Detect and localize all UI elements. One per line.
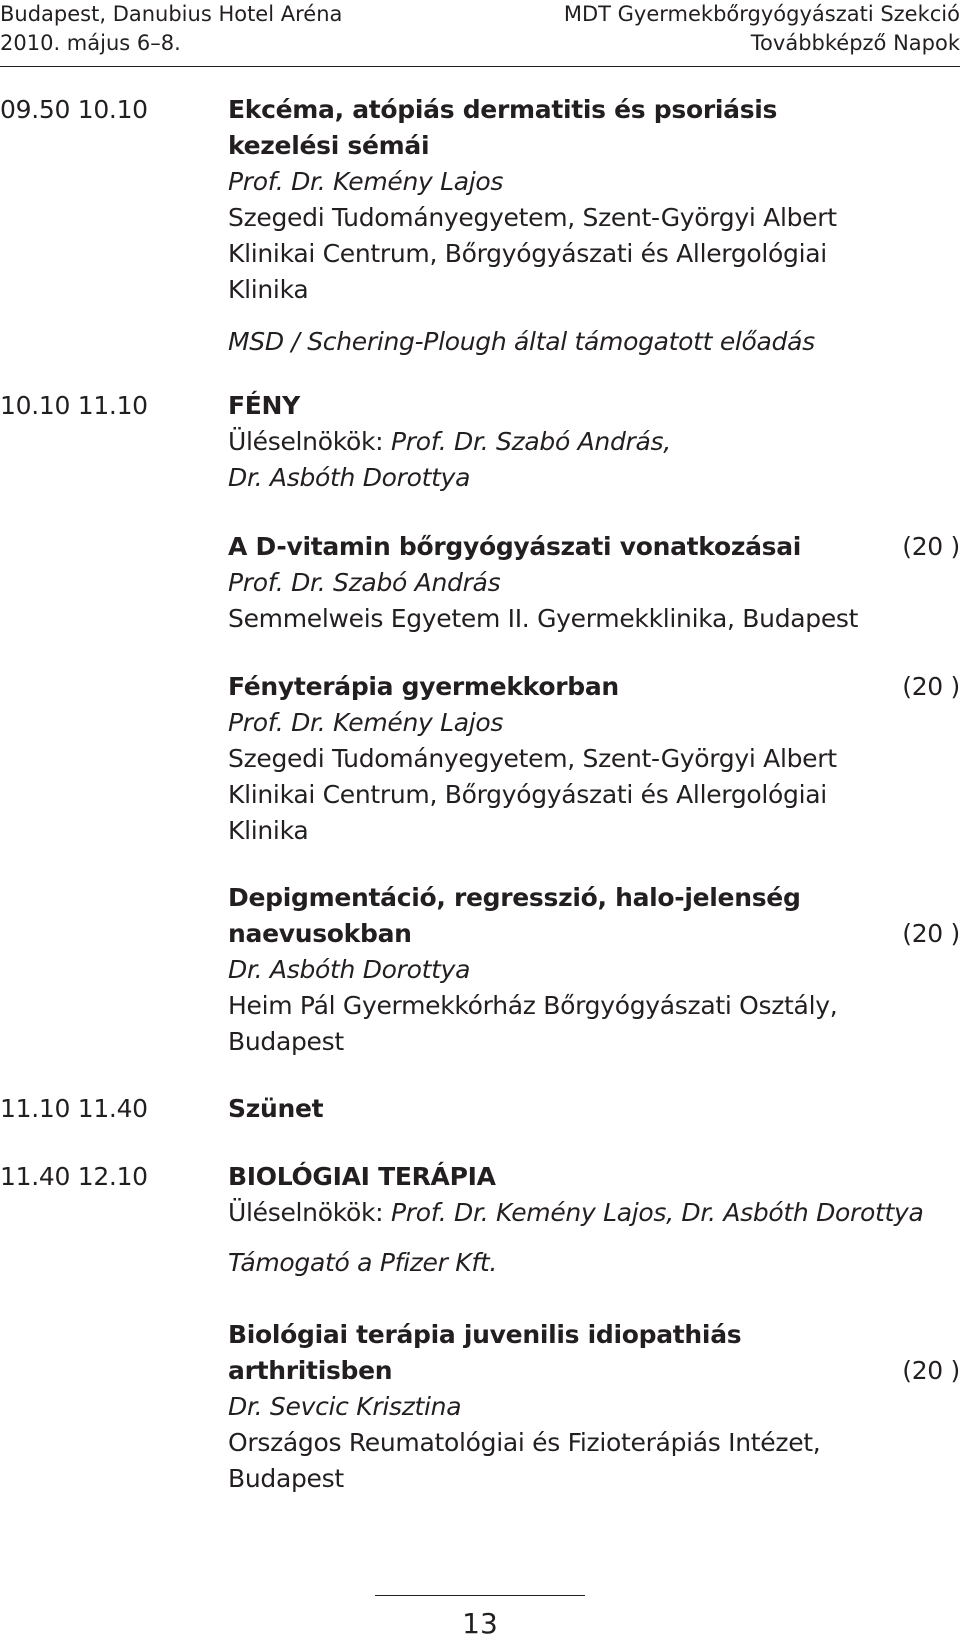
session-title: FÉNY: [228, 391, 300, 420]
session-title: Ekcéma, atópiás dermatitis és psoriásis: [228, 95, 778, 124]
talk-duration: (20 ): [902, 532, 960, 561]
talk-duration: (20 ): [902, 672, 960, 701]
session-title-cont: kezelési sémái: [228, 131, 430, 160]
session-content: [228, 1091, 960, 1127]
talk-duration: (20 ): [902, 1356, 960, 1385]
header-event: Továbbképző Napok: [750, 31, 960, 55]
affiliation: Klinikai Centrum, Bőrgyógyászati és Allergológiai: [228, 239, 827, 268]
session-time: 10.10 11.10: [0, 391, 148, 420]
speaker-name: Dr. Asbóth Dorottya: [228, 955, 471, 984]
affiliation: Szegedi Tudományegyetem, Szent-Györgyi Albert: [228, 203, 837, 232]
affiliation: Klinikai Centrum, Bőrgyógyászati és Allergológiai: [228, 780, 827, 809]
chairs-label: Üléselnökök:: [228, 427, 391, 456]
talk-content: [228, 669, 960, 849]
session-title: BIOLÓGIAI TERÁPIA: [228, 1162, 496, 1191]
session-time: 09.50 10.10: [0, 95, 148, 124]
speaker-name: Dr. Sevcic Krisztina: [228, 1392, 462, 1421]
session-time: 11.40 12.10: [0, 1162, 148, 1191]
page-number: 13: [462, 1607, 498, 1640]
affiliation: Országos Reumatológiai és Fizioterápiás Intézet,: [228, 1428, 821, 1457]
affiliation: Semmelweis Egyetem II. Gyermekklinika, Budapest: [228, 604, 859, 633]
affiliation: Szegedi Tudományegyetem, Szent-Györgyi Albert: [228, 744, 837, 773]
chairs-names: Prof. Dr. Kemény Lajos, Dr. Asbóth Dorottya: [390, 1198, 924, 1227]
affiliation: Budapest: [228, 1027, 344, 1056]
header-left: [0, 0, 342, 58]
speaker-name: Prof. Dr. Kemény Lajos: [228, 167, 504, 196]
affiliation: Heim Pál Gyermekkórház Bőrgyógyászati Osztály,: [228, 991, 838, 1020]
talk-title: Biológiai terápia juvenilis idiopathiás: [228, 1320, 742, 1349]
session-content: [228, 1159, 960, 1281]
session-time: 11.10 11.40: [0, 1094, 148, 1123]
chairs-line: [228, 424, 960, 460]
talk-content: [228, 880, 960, 1060]
sponsor-note: MSD / Schering-Plough által támogatott előadás: [228, 327, 815, 356]
talk-title-cont: arthritisben: [228, 1356, 393, 1385]
chairs-label: Üléselnökök:: [228, 1198, 391, 1227]
talk-duration: (20 ): [902, 919, 960, 948]
talk-title: A D-vitamin bőrgyógyászati vonatkozásai: [228, 532, 802, 561]
session-content: [228, 388, 960, 496]
chairs-line: [228, 1195, 960, 1231]
talk-title-cont: naevusokban: [228, 919, 412, 948]
speaker-name: Prof. Dr. Szabó András: [228, 568, 501, 597]
chairs-names-cont: Dr. Asbóth Dorottya: [228, 463, 471, 492]
speaker-name: Prof. Dr. Kemény Lajos: [228, 708, 504, 737]
session-title: Szünet: [228, 1094, 324, 1123]
talk-content: [228, 529, 960, 637]
header-right: [564, 0, 960, 58]
affiliation: Klinika: [228, 275, 309, 304]
sponsor-note: Támogató a Pfizer Kft.: [228, 1248, 498, 1277]
talk-content: [228, 1317, 960, 1497]
footer-divider: [375, 1595, 585, 1596]
header-organizer: MDT Gyermekbőrgyógyászati Szekció: [563, 2, 960, 26]
header-date: 2010. május 6–8.: [0, 31, 181, 55]
affiliation: Budapest: [228, 1464, 344, 1493]
chairs-names: Prof. Dr. Szabó András,: [390, 427, 671, 456]
affiliation: Klinika: [228, 816, 309, 845]
header-venue: Budapest, Danubius Hotel Aréna: [0, 2, 343, 26]
session-content: [228, 92, 960, 360]
talk-title: Depigmentáció, regresszió, halo-jelenség: [228, 883, 801, 912]
talk-title: Fényterápia gyermekkorban: [228, 672, 619, 701]
header-divider: [0, 66, 960, 67]
